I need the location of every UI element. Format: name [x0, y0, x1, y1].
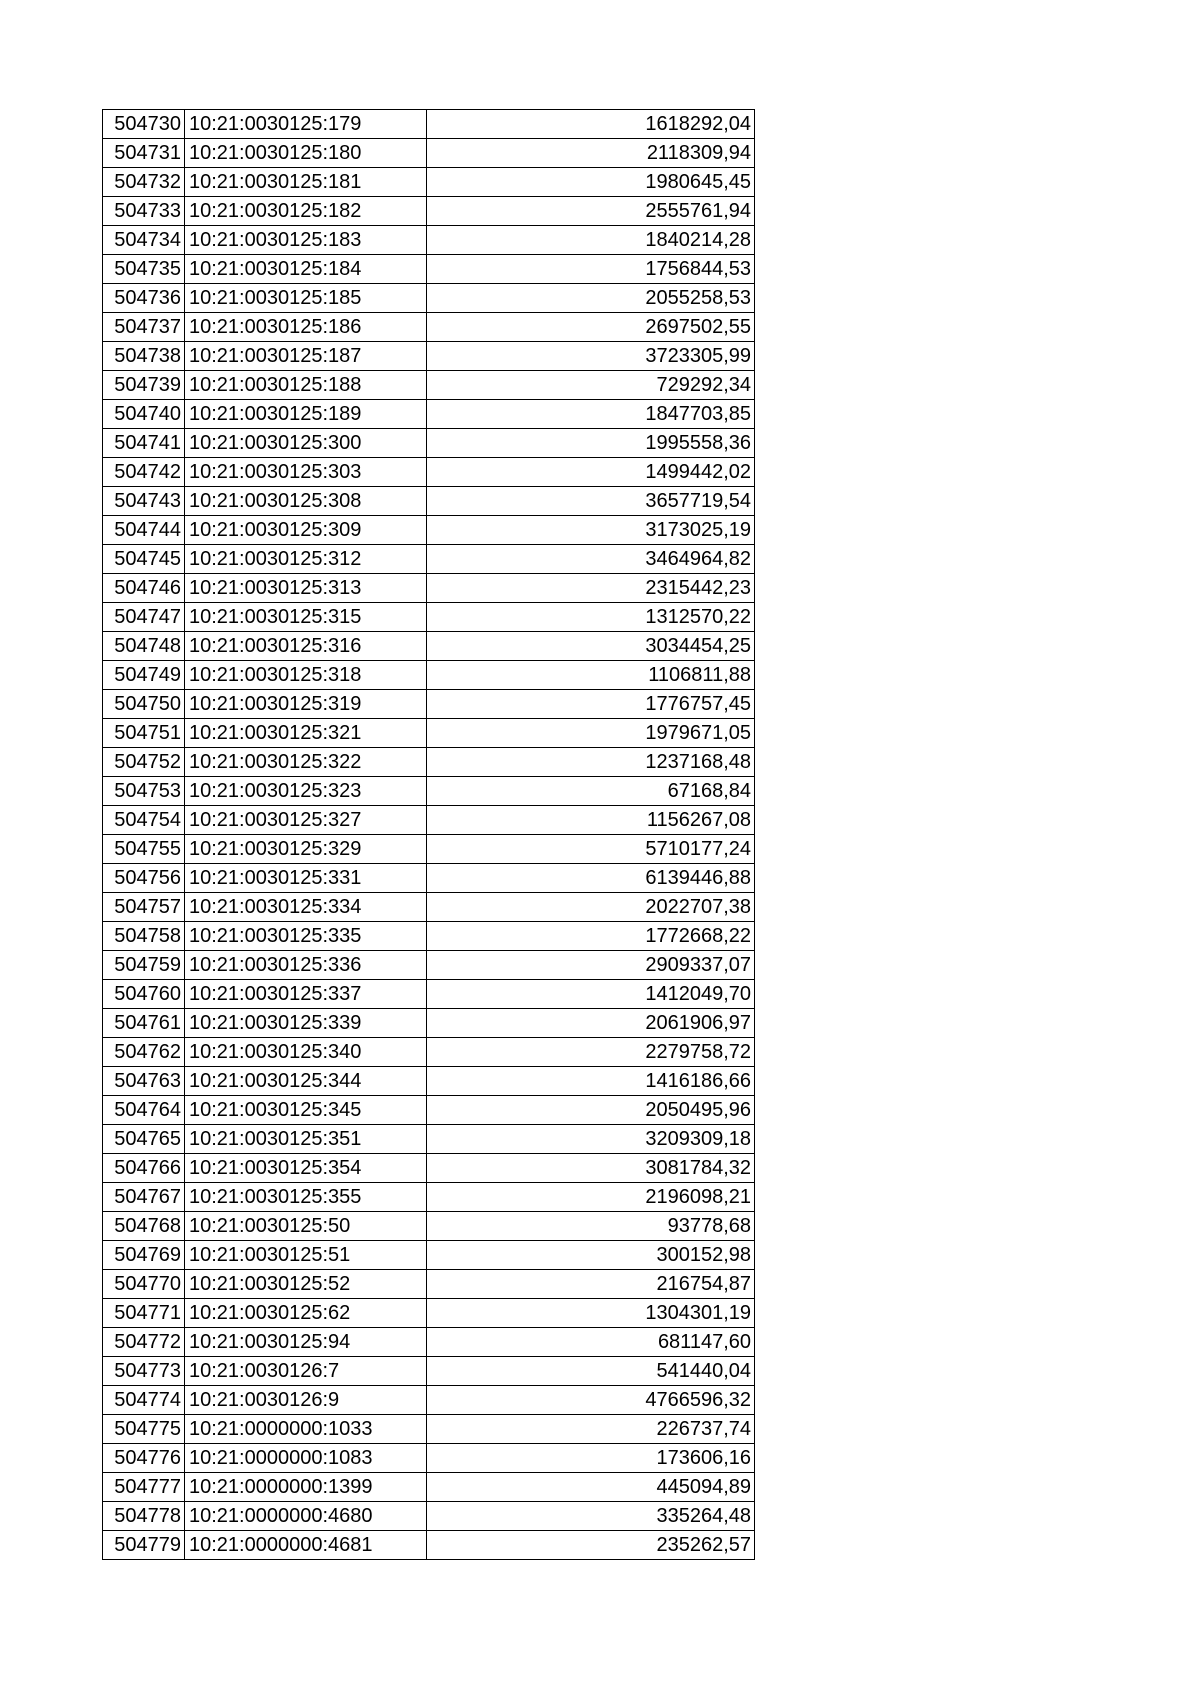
- table-row: [103, 1096, 755, 1125]
- cadastral-value-table: [102, 109, 755, 1560]
- row-id-cell: 504775: [103, 1415, 185, 1444]
- cadastral-number-cell: 10:21:0030125:321: [185, 719, 427, 748]
- value-cell: 541440,04: [427, 1357, 755, 1386]
- row-id-cell: 504762: [103, 1038, 185, 1067]
- table-row: [103, 893, 755, 922]
- table-row: [103, 226, 755, 255]
- cadastral-number-cell: 10:21:0030125:319: [185, 690, 427, 719]
- value-cell: 226737,74: [427, 1415, 755, 1444]
- cadastral-number-cell: 10:21:0030125:322: [185, 748, 427, 777]
- row-id-cell: 504743: [103, 487, 185, 516]
- table-row: [103, 545, 755, 574]
- cadastral-number-cell: 10:21:0030125:94: [185, 1328, 427, 1357]
- table-row: [103, 1183, 755, 1212]
- value-cell: 173606,16: [427, 1444, 755, 1473]
- cadastral-number-cell: 10:21:0030126:9: [185, 1386, 427, 1415]
- value-cell: 3464964,82: [427, 545, 755, 574]
- table-row: [103, 1357, 755, 1386]
- cadastral-number-cell: 10:21:0030125:186: [185, 313, 427, 342]
- value-cell: 5710177,24: [427, 835, 755, 864]
- row-id-cell: 504756: [103, 864, 185, 893]
- row-id-cell: 504779: [103, 1531, 185, 1560]
- cadastral-number-cell: 10:21:0030125:323: [185, 777, 427, 806]
- cadastral-number-cell: 10:21:0000000:4681: [185, 1531, 427, 1560]
- cadastral-number-cell: 10:21:0030125:180: [185, 139, 427, 168]
- cadastral-number-cell: 10:21:0030125:181: [185, 168, 427, 197]
- value-cell: 1995558,36: [427, 429, 755, 458]
- table-row: [103, 690, 755, 719]
- value-cell: 3034454,25: [427, 632, 755, 661]
- table-row: [103, 429, 755, 458]
- table-row: [103, 922, 755, 951]
- row-id-cell: 504732: [103, 168, 185, 197]
- cadastral-number-cell: 10:21:0030125:185: [185, 284, 427, 313]
- cadastral-number-cell: 10:21:0030125:309: [185, 516, 427, 545]
- table-row: [103, 487, 755, 516]
- table-row: [103, 197, 755, 226]
- row-id-cell: 504751: [103, 719, 185, 748]
- cadastral-number-cell: 10:21:0030125:52: [185, 1270, 427, 1299]
- table-row: [103, 864, 755, 893]
- cadastral-number-cell: 10:21:0000000:1033: [185, 1415, 427, 1444]
- cadastral-number-cell: 10:21:0030125:179: [185, 110, 427, 139]
- table-row: [103, 574, 755, 603]
- table-row: [103, 1009, 755, 1038]
- table-row: [103, 777, 755, 806]
- table-row: [103, 603, 755, 632]
- value-cell: 1980645,45: [427, 168, 755, 197]
- row-id-cell: 504771: [103, 1299, 185, 1328]
- table-row: [103, 748, 755, 777]
- value-cell: 3209309,18: [427, 1125, 755, 1154]
- cadastral-number-cell: 10:21:0030125:355: [185, 1183, 427, 1212]
- row-id-cell: 504746: [103, 574, 185, 603]
- table-row: [103, 1531, 755, 1560]
- cadastral-number-cell: 10:21:0030125:187: [185, 342, 427, 371]
- row-id-cell: 504740: [103, 400, 185, 429]
- row-id-cell: 504758: [103, 922, 185, 951]
- value-cell: 729292,34: [427, 371, 755, 400]
- row-id-cell: 504754: [103, 806, 185, 835]
- table-row: [103, 371, 755, 400]
- row-id-cell: 504768: [103, 1212, 185, 1241]
- row-id-cell: 504760: [103, 980, 185, 1009]
- value-cell: 3081784,32: [427, 1154, 755, 1183]
- value-cell: 300152,98: [427, 1241, 755, 1270]
- table-row: [103, 313, 755, 342]
- cadastral-number-cell: 10:21:0030125:351: [185, 1125, 427, 1154]
- row-id-cell: 504736: [103, 284, 185, 313]
- value-cell: 3723305,99: [427, 342, 755, 371]
- cadastral-number-cell: 10:21:0030125:188: [185, 371, 427, 400]
- cadastral-number-cell: 10:21:0030125:336: [185, 951, 427, 980]
- value-cell: 1847703,85: [427, 400, 755, 429]
- table-row: [103, 342, 755, 371]
- cadastral-number-cell: 10:21:0030125:334: [185, 893, 427, 922]
- row-id-cell: 504730: [103, 110, 185, 139]
- value-cell: 2022707,38: [427, 893, 755, 922]
- table-row: [103, 719, 755, 748]
- row-id-cell: 504759: [103, 951, 185, 980]
- row-id-cell: 504735: [103, 255, 185, 284]
- cadastral-number-cell: 10:21:0030125:50: [185, 1212, 427, 1241]
- row-id-cell: 504761: [103, 1009, 185, 1038]
- value-cell: 3657719,54: [427, 487, 755, 516]
- value-cell: 1776757,45: [427, 690, 755, 719]
- value-cell: 1840214,28: [427, 226, 755, 255]
- cadastral-number-cell: 10:21:0030125:315: [185, 603, 427, 632]
- table-row: [103, 1212, 755, 1241]
- cadastral-number-cell: 10:21:0030125:316: [185, 632, 427, 661]
- table-row: [103, 1444, 755, 1473]
- table-row: [103, 1038, 755, 1067]
- table-row: [103, 400, 755, 429]
- value-cell: 2279758,72: [427, 1038, 755, 1067]
- value-cell: 2697502,55: [427, 313, 755, 342]
- table-row: [103, 139, 755, 168]
- cadastral-number-cell: 10:21:0030125:308: [185, 487, 427, 516]
- value-cell: 235262,57: [427, 1531, 755, 1560]
- table-row: [103, 1154, 755, 1183]
- cadastral-number-cell: 10:21:0030125:345: [185, 1096, 427, 1125]
- table-row: [103, 1299, 755, 1328]
- row-id-cell: 504763: [103, 1067, 185, 1096]
- row-id-cell: 504776: [103, 1444, 185, 1473]
- row-id-cell: 504767: [103, 1183, 185, 1212]
- cadastral-number-cell: 10:21:0030125:340: [185, 1038, 427, 1067]
- cadastral-number-cell: 10:21:0030125:318: [185, 661, 427, 690]
- row-id-cell: 504745: [103, 545, 185, 574]
- row-id-cell: 504753: [103, 777, 185, 806]
- table-row: [103, 458, 755, 487]
- table-row: [103, 284, 755, 313]
- cadastral-number-cell: 10:21:0030125:327: [185, 806, 427, 835]
- row-id-cell: 504737: [103, 313, 185, 342]
- cadastral-number-cell: 10:21:0030125:313: [185, 574, 427, 603]
- cadastral-number-cell: 10:21:0030125:62: [185, 1299, 427, 1328]
- cadastral-number-cell: 10:21:0030125:184: [185, 255, 427, 284]
- row-id-cell: 504749: [103, 661, 185, 690]
- row-id-cell: 504765: [103, 1125, 185, 1154]
- row-id-cell: 504770: [103, 1270, 185, 1299]
- table-row: [103, 1328, 755, 1357]
- value-cell: 2118309,94: [427, 139, 755, 168]
- table-row: [103, 1415, 755, 1444]
- cadastral-number-cell: 10:21:0030125:335: [185, 922, 427, 951]
- table-body: [103, 110, 755, 1560]
- cadastral-number-cell: 10:21:0030125:339: [185, 1009, 427, 1038]
- value-cell: 1156267,08: [427, 806, 755, 835]
- row-id-cell: 504757: [103, 893, 185, 922]
- value-cell: 1772668,22: [427, 922, 755, 951]
- value-cell: 2061906,97: [427, 1009, 755, 1038]
- row-id-cell: 504747: [103, 603, 185, 632]
- value-cell: 2196098,21: [427, 1183, 755, 1212]
- cadastral-number-cell: 10:21:0030125:354: [185, 1154, 427, 1183]
- cadastral-number-cell: 10:21:0030125:300: [185, 429, 427, 458]
- table-row: [103, 980, 755, 1009]
- row-id-cell: 504769: [103, 1241, 185, 1270]
- cadastral-number-cell: 10:21:0030125:331: [185, 864, 427, 893]
- row-id-cell: 504752: [103, 748, 185, 777]
- row-id-cell: 504731: [103, 139, 185, 168]
- table-row: [103, 516, 755, 545]
- table-row: [103, 1270, 755, 1299]
- cadastral-number-cell: 10:21:0030125:303: [185, 458, 427, 487]
- cadastral-number-cell: 10:21:0030125:51: [185, 1241, 427, 1270]
- cadastral-number-cell: 10:21:0030125:344: [185, 1067, 427, 1096]
- table-row: [103, 110, 755, 139]
- cadastral-number-cell: 10:21:0000000:4680: [185, 1502, 427, 1531]
- row-id-cell: 504766: [103, 1154, 185, 1183]
- value-cell: 1499442,02: [427, 458, 755, 487]
- value-cell: 1106811,88: [427, 661, 755, 690]
- row-id-cell: 504774: [103, 1386, 185, 1415]
- table-row: [103, 835, 755, 864]
- table-row: [103, 1125, 755, 1154]
- value-cell: 1416186,66: [427, 1067, 755, 1096]
- row-id-cell: 504733: [103, 197, 185, 226]
- cadastral-number-cell: 10:21:0030125:312: [185, 545, 427, 574]
- value-cell: 1756844,53: [427, 255, 755, 284]
- table-row: [103, 951, 755, 980]
- cadastral-number-cell: 10:21:0030125:183: [185, 226, 427, 255]
- cadastral-number-cell: 10:21:0030125:189: [185, 400, 427, 429]
- table-row: [103, 168, 755, 197]
- value-cell: 445094,89: [427, 1473, 755, 1502]
- row-id-cell: 504748: [103, 632, 185, 661]
- table-row: [103, 1502, 755, 1531]
- row-id-cell: 504738: [103, 342, 185, 371]
- row-id-cell: 504777: [103, 1473, 185, 1502]
- value-cell: 3173025,19: [427, 516, 755, 545]
- row-id-cell: 504773: [103, 1357, 185, 1386]
- cadastral-number-cell: 10:21:0030125:182: [185, 197, 427, 226]
- cadastral-number-cell: 10:21:0030126:7: [185, 1357, 427, 1386]
- cadastral-number-cell: 10:21:0000000:1399: [185, 1473, 427, 1502]
- row-id-cell: 504772: [103, 1328, 185, 1357]
- value-cell: 1618292,04: [427, 110, 755, 139]
- table-row: [103, 255, 755, 284]
- row-id-cell: 504778: [103, 1502, 185, 1531]
- row-id-cell: 504750: [103, 690, 185, 719]
- row-id-cell: 504742: [103, 458, 185, 487]
- row-id-cell: 504739: [103, 371, 185, 400]
- value-cell: 1412049,70: [427, 980, 755, 1009]
- row-id-cell: 504734: [103, 226, 185, 255]
- table-row: [103, 806, 755, 835]
- value-cell: 681147,60: [427, 1328, 755, 1357]
- cadastral-number-cell: 10:21:0030125:337: [185, 980, 427, 1009]
- cadastral-number-cell: 10:21:0000000:1083: [185, 1444, 427, 1473]
- value-cell: 1304301,19: [427, 1299, 755, 1328]
- row-id-cell: 504764: [103, 1096, 185, 1125]
- value-cell: 2909337,07: [427, 951, 755, 980]
- value-cell: 1312570,22: [427, 603, 755, 632]
- value-cell: 4766596,32: [427, 1386, 755, 1415]
- row-id-cell: 504755: [103, 835, 185, 864]
- row-id-cell: 504744: [103, 516, 185, 545]
- value-cell: 216754,87: [427, 1270, 755, 1299]
- cadastral-number-cell: 10:21:0030125:329: [185, 835, 427, 864]
- table-row: [103, 1386, 755, 1415]
- value-cell: 2050495,96: [427, 1096, 755, 1125]
- value-cell: 2055258,53: [427, 284, 755, 313]
- value-cell: 335264,48: [427, 1502, 755, 1531]
- table-row: [103, 632, 755, 661]
- value-cell: 93778,68: [427, 1212, 755, 1241]
- value-cell: 1237168,48: [427, 748, 755, 777]
- value-cell: 2315442,23: [427, 574, 755, 603]
- value-cell: 1979671,05: [427, 719, 755, 748]
- table-row: [103, 661, 755, 690]
- value-cell: 6139446,88: [427, 864, 755, 893]
- row-id-cell: 504741: [103, 429, 185, 458]
- table-row: [103, 1241, 755, 1270]
- value-cell: 67168,84: [427, 777, 755, 806]
- table-row: [103, 1473, 755, 1502]
- table-row: [103, 1067, 755, 1096]
- value-cell: 2555761,94: [427, 197, 755, 226]
